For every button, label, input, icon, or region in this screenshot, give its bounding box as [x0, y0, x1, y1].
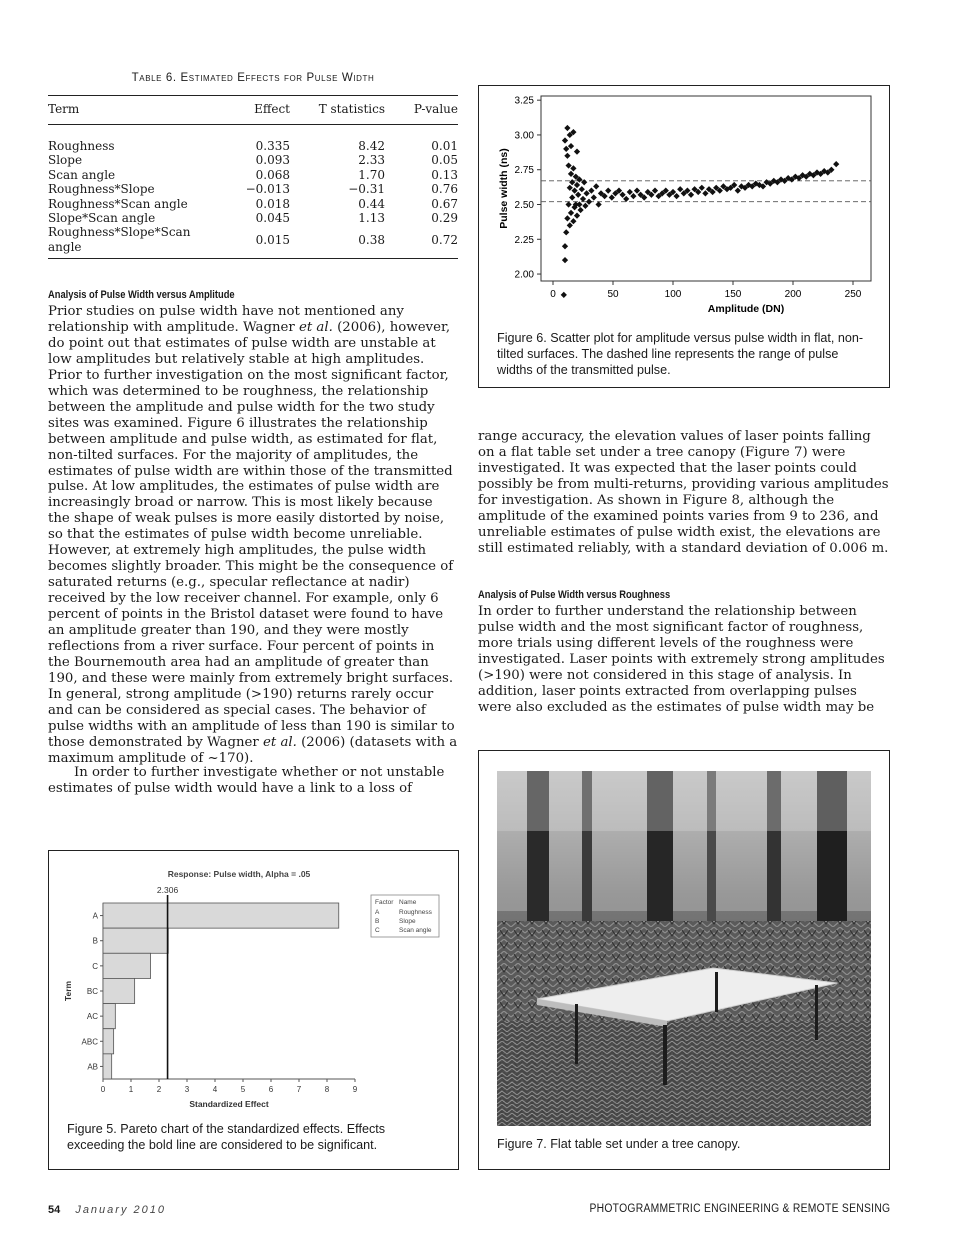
forest-table-photo — [497, 771, 871, 1126]
data-point — [833, 161, 839, 167]
table-cell: 0.76 — [431, 182, 458, 197]
data-point — [567, 185, 573, 191]
x-tick-label: 5 — [240, 1085, 246, 1094]
category-label: AB — [87, 1062, 98, 1072]
data-point — [605, 187, 611, 193]
data-point — [588, 187, 594, 193]
data-point — [569, 179, 575, 185]
table-cell: 8.42 — [358, 139, 385, 153]
table-cell: Scan angle — [48, 167, 116, 182]
data-point — [564, 215, 570, 221]
data-point — [586, 199, 592, 205]
table-row — [48, 125, 458, 154]
pareto-bar — [103, 1029, 114, 1054]
figure-5-caption: Figure 5. Pareto chart of the standardized effects. Effects exceeding the bold line are considered to be significant. — [67, 1122, 386, 1152]
text-run: Prior studies on pulse width have not mentioned any relationship with amplitude. Wagner — [48, 304, 404, 335]
pareto-bar — [103, 978, 135, 1003]
table-cell: 0.01 — [431, 139, 458, 153]
table-cell: Roughness*Scan angle — [48, 196, 188, 211]
table-cell: −0.31 — [348, 182, 385, 197]
category-label: BC — [86, 987, 98, 996]
data-point — [593, 183, 599, 189]
table-row — [48, 197, 458, 211]
data-point — [688, 192, 694, 198]
data-point — [577, 207, 583, 213]
x-tick-label: 7 — [296, 1085, 302, 1094]
table-cell: Slope*Scan angle — [48, 211, 156, 226]
legend-name: Roughness — [399, 909, 432, 916]
y-tick-label: 2.25 — [514, 234, 534, 246]
pareto-bar — [103, 1004, 115, 1029]
data-point — [623, 196, 629, 202]
table-cell: 0.29 — [431, 211, 458, 226]
data-point — [630, 193, 636, 199]
x-tick-label: 1 — [128, 1085, 134, 1094]
data-point — [564, 153, 570, 159]
text-run: (2006) (datasets with a maximum amplitude of ~170). — [48, 734, 458, 766]
issue-date: January 2010 — [75, 1204, 166, 1216]
data-point — [595, 201, 601, 207]
legend-header: Factor — [375, 899, 394, 906]
data-point — [627, 189, 633, 195]
pareto-bar — [103, 903, 339, 928]
legend-factor: C — [375, 927, 380, 934]
table-cell: 0.13 — [431, 167, 458, 182]
table-cell: 0.045 — [255, 211, 290, 226]
x-tick-label: 150 — [724, 289, 742, 300]
pareto-bar — [103, 928, 168, 953]
column-header: T statistics — [290, 96, 385, 125]
figure-6-frame — [478, 85, 890, 388]
paragraph-amplitude — [48, 304, 458, 767]
data-point — [699, 185, 705, 191]
x-axis-label: Amplitude (DN) — [707, 303, 785, 315]
data-point — [575, 192, 581, 198]
x-tick-label: 250 — [844, 289, 862, 300]
section-heading-roughness: Analysis of Pulse Width versus Roughness — [478, 589, 671, 601]
x-tick-label: 100 — [664, 289, 682, 300]
data-point — [677, 186, 683, 192]
data-point — [576, 201, 582, 207]
x-tick-label: 6 — [268, 1085, 274, 1094]
data-point — [564, 125, 570, 131]
data-point — [609, 194, 615, 200]
paragraph-range-accuracy-start: In order to further investigate whether or not unstable estimates of pulse width would have a link to a loss of — [48, 765, 445, 796]
data-point — [561, 292, 567, 298]
table-header-row — [48, 96, 458, 125]
x-tick-label: 0 — [100, 1085, 106, 1094]
table-cell: Slope — [48, 153, 83, 168]
data-point — [563, 229, 569, 235]
y-axis-label: Term — [63, 980, 73, 1002]
table-cell: Roughness — [48, 139, 115, 153]
significance-value-label: 2.306 — [156, 885, 179, 895]
data-point — [634, 187, 640, 193]
estimated-effects-table — [48, 95, 458, 259]
data-point — [565, 162, 571, 168]
legend-factor: B — [375, 918, 380, 925]
legend-name: Slope — [399, 918, 416, 925]
data-point — [568, 210, 574, 216]
y-tick-label: 3.00 — [514, 130, 534, 142]
data-point — [579, 186, 585, 192]
table-cell: 2.33 — [358, 153, 385, 168]
category-label: B — [92, 936, 98, 946]
paragraph-table-canopy: range accuracy, the elevation values of laser points falling on a flat table set under a tree canopy (Figure 7) were investigated. It was expected that the laser points could possibly be from multi-returns, providing various amplitudes for investigation. As shown in Figure 8, although the amplitude of the examined points varies from 9 to 236, and unreliable estimates of pulse width exist, the elevations are still estimated reliably, with a standard deviation of 0.006 m. — [478, 429, 889, 556]
x-tick-label: 2 — [156, 1085, 162, 1094]
data-point — [652, 187, 658, 193]
data-point — [574, 213, 580, 219]
x-tick-label: 4 — [212, 1085, 218, 1094]
data-point — [581, 179, 587, 185]
x-tick-label: 9 — [352, 1085, 358, 1094]
paragraph-roughness: In order to further understand the relationship between pulse width and the most significant factor of roughness, more trials using different levels of the roughness were investigated. Laser points with extremely strong amplitudes (>190) were not considered in this stage of analysis. In addition, laser points extracted from overlapping pulses were also excluded as the estimates of pulse width may be — [478, 604, 885, 715]
y-tick-label: 3.25 — [514, 95, 534, 107]
column-header: Effect — [218, 96, 290, 125]
table-cell: 0.05 — [431, 153, 458, 168]
page-footer-left — [48, 1204, 166, 1216]
table-cell: Roughness*Slope — [48, 182, 155, 197]
pareto-chart — [49, 851, 457, 1121]
data-point — [563, 146, 569, 152]
legend-name: Scan angle — [399, 927, 432, 934]
data-point — [619, 192, 625, 198]
data-point — [574, 149, 580, 155]
table-cell: 0.015 — [218, 225, 290, 258]
category-label: AC — [86, 1012, 98, 1022]
table-cell: 0.44 — [358, 196, 385, 211]
scatter-plot — [479, 86, 888, 331]
data-point — [574, 182, 580, 188]
table-row — [48, 211, 458, 225]
y-axis-label: Pulse width (ns) — [498, 148, 510, 229]
legend-factor: A — [375, 909, 380, 916]
table-cell: Roughness*Slope*Scan angle — [48, 225, 218, 258]
pareto-bar — [103, 1054, 112, 1079]
table-row — [48, 153, 458, 167]
category-label: A — [92, 911, 98, 921]
x-tick-label: 200 — [784, 289, 802, 300]
text-run: (2006), however, do point out that estimates of pulse width are unstable at low amplitudes but relatively stable at high amplitudes. Prior to further investigation on the most significant factor, which was determined to be roughness, the relationship between the amplitude and pulse width for the two study sites was examined. Figure 6 illustrates the relationship between amplitude and pulse width, as estimated for flat, non-tilted surfaces. For the majority of amplitudes, the estimates of pulse width are within those of the transmitted pulse. At low amplitudes, the estimates of pulse width are increasingly broad or narrow. This is most likely because the shape of weak pulses is more easily distorted by noise, so that the estimates of pulse width become unreliable. However, at extremely high amplitudes, the pulse width becomes slightly broader. This might be the consequence of saturated returns (e.g., specular reflectance at nadir) received by the low receiver channel. For example, only 6 percent of points in the Bristol dataset were found to have an amplitude greater than 190, and they were mostly reflections from a river surface. Four percent of points in the Bournemouth area had an amplitude of greater than 190, and these were mainly from extremely bright surfaces. In general, strong amplitude (>190) returns rarely occur and can be considered as special cases. The behavior of pulse widths with an amplitude of less than 190 is similar to those demonstrated by Wagner — [48, 319, 455, 750]
y-tick-label: 2.50 — [514, 199, 534, 211]
table-cell: 1.13 — [358, 211, 385, 226]
data-point — [569, 194, 575, 200]
table-cell: 0.018 — [255, 196, 290, 211]
text-run-italic: et al. — [263, 734, 297, 750]
column-header: Term — [48, 96, 218, 125]
x-tick-label: 3 — [184, 1085, 190, 1094]
table-cell: 0.67 — [431, 196, 458, 211]
data-point — [562, 257, 568, 263]
section-heading-amplitude: Analysis of Pulse Width versus Amplitude — [48, 289, 235, 301]
data-point — [570, 218, 576, 224]
x-axis-label: Standardized Effect — [189, 1099, 269, 1109]
column-header: P-value — [385, 96, 458, 125]
x-tick-label: 0 — [550, 289, 556, 300]
table-cell: 1.70 — [358, 167, 385, 182]
data-point — [570, 165, 576, 171]
data-point — [567, 222, 573, 228]
table-row — [48, 225, 458, 258]
figure-5-frame — [48, 850, 459, 1170]
table-row — [48, 168, 458, 182]
table-cell: 0.335 — [255, 139, 290, 153]
journal-name: PHOTOGRAMMETRIC ENGINEERING & REMOTE SENSING — [589, 1203, 890, 1215]
data-point — [583, 190, 589, 196]
data-point — [591, 194, 597, 200]
data-point — [673, 193, 679, 199]
category-label: C — [92, 961, 98, 971]
table-title: Table 6. Estimated Effects for Pulse Width — [131, 72, 375, 84]
x-tick-label: 50 — [607, 289, 619, 300]
data-point — [568, 171, 574, 177]
figure-6-caption: Figure 6. Scatter plot for amplitude versus pulse width in flat, non-tilted surfaces. The dashed line represents the range of pulse widths of the transmitted pulse. — [497, 331, 864, 377]
data-point — [562, 137, 568, 143]
legend-header: Name — [399, 899, 417, 906]
chart-title: Response: Pulse width, Alpha = .05 — [167, 869, 311, 879]
x-tick-label: 8 — [324, 1085, 330, 1094]
table-cell: 0.72 — [385, 225, 458, 258]
table-cell: −0.013 — [245, 182, 290, 197]
table-cell: 0.093 — [255, 153, 290, 168]
table-row — [48, 182, 458, 196]
text-run-italic: et al. — [298, 319, 333, 335]
data-point — [568, 143, 574, 149]
page-number: 54 — [48, 1204, 61, 1216]
figure-7-caption: Figure 7. Flat table set under a tree canopy. — [497, 1137, 741, 1151]
pareto-bar — [103, 953, 151, 978]
y-tick-label: 2.75 — [514, 165, 534, 177]
y-tick-label: 2.00 — [514, 269, 534, 281]
data-point — [735, 187, 741, 193]
data-point — [565, 201, 571, 207]
data-point — [562, 243, 568, 249]
data-point — [582, 203, 588, 209]
data-point — [571, 187, 577, 193]
data-point — [702, 190, 708, 196]
data-point — [580, 196, 586, 202]
figure-7-frame — [478, 750, 890, 1170]
category-label: ABC — [81, 1037, 98, 1047]
table-cell: 0.068 — [255, 167, 290, 182]
table-cell: 0.38 — [290, 225, 385, 258]
